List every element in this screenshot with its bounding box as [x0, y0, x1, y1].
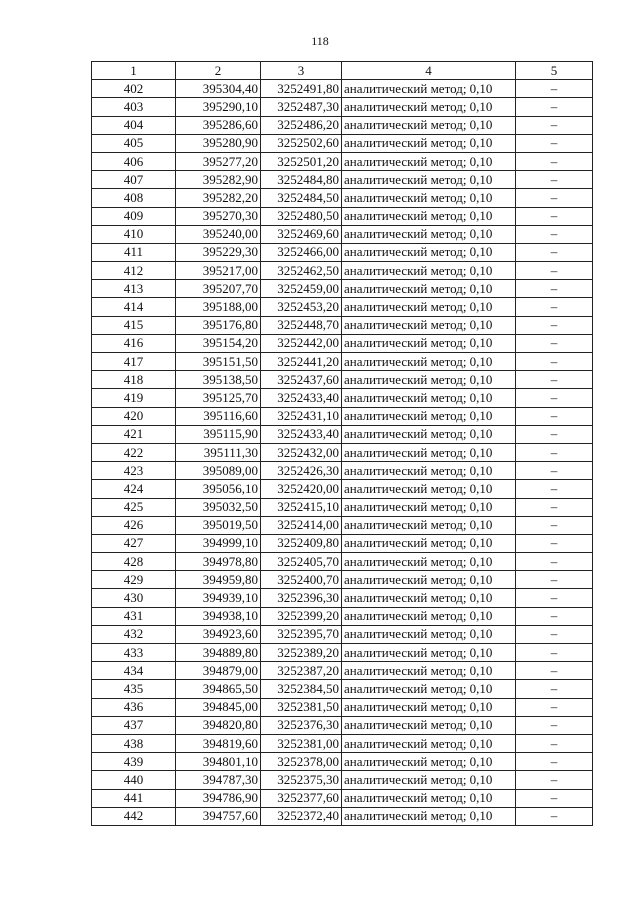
x-coordinate-cell: 395176,80 [176, 316, 261, 334]
note-cell: – [516, 662, 593, 680]
point-number-cell: 431 [92, 607, 176, 625]
y-coordinate-cell: 3252396,30 [261, 589, 342, 607]
table-row [92, 407, 593, 425]
point-number-cell: 436 [92, 698, 176, 716]
note-cell: – [516, 171, 593, 189]
x-coordinate-cell: 394879,00 [176, 662, 261, 680]
x-coordinate-cell: 395125,70 [176, 389, 261, 407]
point-number-cell: 407 [92, 171, 176, 189]
method-accuracy-cell: аналитический метод; 0,10 [342, 716, 516, 734]
y-coordinate-cell: 3252409,80 [261, 534, 342, 552]
point-number-cell: 408 [92, 189, 176, 207]
y-coordinate-cell: 3252462,50 [261, 262, 342, 280]
point-number-cell: 427 [92, 534, 176, 552]
point-number-cell: 404 [92, 116, 176, 134]
note-cell: – [516, 425, 593, 443]
method-accuracy-cell: аналитический метод; 0,10 [342, 152, 516, 170]
point-number-cell: 432 [92, 625, 176, 643]
table-row [92, 425, 593, 443]
note-cell: – [516, 607, 593, 625]
method-accuracy-cell: аналитический метод; 0,10 [342, 189, 516, 207]
point-number-cell: 422 [92, 443, 176, 461]
point-number-cell: 426 [92, 516, 176, 534]
note-cell: – [516, 789, 593, 807]
point-number-cell: 424 [92, 480, 176, 498]
table-row [92, 534, 593, 552]
table-row [92, 152, 593, 170]
note-cell: – [516, 462, 593, 480]
table-row [92, 480, 593, 498]
table-header-row [92, 62, 593, 80]
note-cell: – [516, 243, 593, 261]
note-cell: – [516, 625, 593, 643]
y-coordinate-cell: 3252378,00 [261, 753, 342, 771]
x-coordinate-cell: 394999,10 [176, 534, 261, 552]
header-col-1: 1 [92, 62, 176, 80]
header-col-4: 4 [342, 62, 516, 80]
note-cell: – [516, 407, 593, 425]
table-row [92, 644, 593, 662]
method-accuracy-cell: аналитический метод; 0,10 [342, 680, 516, 698]
table-row [92, 716, 593, 734]
point-number-cell: 410 [92, 225, 176, 243]
note-cell: – [516, 262, 593, 280]
point-number-cell: 440 [92, 771, 176, 789]
note-cell: – [516, 480, 593, 498]
note-cell: – [516, 644, 593, 662]
method-accuracy-cell: аналитический метод; 0,10 [342, 571, 516, 589]
x-coordinate-cell: 395056,10 [176, 480, 261, 498]
y-coordinate-cell: 3252441,20 [261, 353, 342, 371]
y-coordinate-cell: 3252491,80 [261, 80, 342, 98]
y-coordinate-cell: 3252415,10 [261, 498, 342, 516]
table-row [92, 243, 593, 261]
table-row [92, 734, 593, 752]
point-number-cell: 417 [92, 353, 176, 371]
x-coordinate-cell: 395280,90 [176, 134, 261, 152]
note-cell: – [516, 371, 593, 389]
point-number-cell: 421 [92, 425, 176, 443]
method-accuracy-cell: аналитический метод; 0,10 [342, 243, 516, 261]
y-coordinate-cell: 3252442,00 [261, 334, 342, 352]
y-coordinate-cell: 3252381,50 [261, 698, 342, 716]
x-coordinate-cell: 394801,10 [176, 753, 261, 771]
note-cell: – [516, 316, 593, 334]
method-accuracy-cell: аналитический метод; 0,10 [342, 171, 516, 189]
point-number-cell: 409 [92, 207, 176, 225]
point-number-cell: 437 [92, 716, 176, 734]
note-cell: – [516, 498, 593, 516]
y-coordinate-cell: 3252395,70 [261, 625, 342, 643]
point-number-cell: 425 [92, 498, 176, 516]
y-coordinate-cell: 3252400,70 [261, 571, 342, 589]
method-accuracy-cell: аналитический метод; 0,10 [342, 316, 516, 334]
table-row [92, 789, 593, 807]
note-cell: – [516, 298, 593, 316]
x-coordinate-cell: 395207,70 [176, 280, 261, 298]
point-number-cell: 442 [92, 807, 176, 825]
x-coordinate-cell: 395019,50 [176, 516, 261, 534]
table-row [92, 298, 593, 316]
header-col-3: 3 [261, 62, 342, 80]
x-coordinate-cell: 394819,60 [176, 734, 261, 752]
x-coordinate-cell: 394938,10 [176, 607, 261, 625]
table-row [92, 134, 593, 152]
method-accuracy-cell: аналитический метод; 0,10 [342, 644, 516, 662]
table-row [92, 353, 593, 371]
method-accuracy-cell: аналитический метод; 0,10 [342, 116, 516, 134]
header-col-2: 2 [176, 62, 261, 80]
x-coordinate-cell: 394959,80 [176, 571, 261, 589]
point-number-cell: 415 [92, 316, 176, 334]
method-accuracy-cell: аналитический метод; 0,10 [342, 662, 516, 680]
x-coordinate-cell: 395229,30 [176, 243, 261, 261]
method-accuracy-cell: аналитический метод; 0,10 [342, 698, 516, 716]
note-cell: – [516, 152, 593, 170]
x-coordinate-cell: 395217,00 [176, 262, 261, 280]
method-accuracy-cell: аналитический метод; 0,10 [342, 280, 516, 298]
y-coordinate-cell: 3252387,20 [261, 662, 342, 680]
point-number-cell: 406 [92, 152, 176, 170]
note-cell: – [516, 698, 593, 716]
method-accuracy-cell: аналитический метод; 0,10 [342, 480, 516, 498]
y-coordinate-cell: 3252433,40 [261, 389, 342, 407]
x-coordinate-cell: 395138,50 [176, 371, 261, 389]
table-row [92, 262, 593, 280]
table-row [92, 171, 593, 189]
method-accuracy-cell: аналитический метод; 0,10 [342, 734, 516, 752]
x-coordinate-cell: 395111,30 [176, 443, 261, 461]
table-row [92, 334, 593, 352]
y-coordinate-cell: 3252469,60 [261, 225, 342, 243]
y-coordinate-cell: 3252414,00 [261, 516, 342, 534]
y-coordinate-cell: 3252372,40 [261, 807, 342, 825]
note-cell: – [516, 571, 593, 589]
x-coordinate-cell: 395154,20 [176, 334, 261, 352]
y-coordinate-cell: 3252376,30 [261, 716, 342, 734]
x-coordinate-cell: 394865,50 [176, 680, 261, 698]
method-accuracy-cell: аналитический метод; 0,10 [342, 225, 516, 243]
y-coordinate-cell: 3252405,70 [261, 553, 342, 571]
x-coordinate-cell: 395290,10 [176, 98, 261, 116]
y-coordinate-cell: 3252501,20 [261, 152, 342, 170]
coordinates-table [91, 61, 593, 826]
point-number-cell: 419 [92, 389, 176, 407]
point-number-cell: 441 [92, 789, 176, 807]
y-coordinate-cell: 3252484,50 [261, 189, 342, 207]
table-row [92, 516, 593, 534]
point-number-cell: 423 [92, 462, 176, 480]
y-coordinate-cell: 3252377,60 [261, 789, 342, 807]
x-coordinate-cell: 394939,10 [176, 589, 261, 607]
point-number-cell: 429 [92, 571, 176, 589]
table-row [92, 771, 593, 789]
y-coordinate-cell: 3252432,00 [261, 443, 342, 461]
note-cell: – [516, 443, 593, 461]
y-coordinate-cell: 3252389,20 [261, 644, 342, 662]
y-coordinate-cell: 3252399,20 [261, 607, 342, 625]
point-number-cell: 403 [92, 98, 176, 116]
method-accuracy-cell: аналитический метод; 0,10 [342, 807, 516, 825]
table-row [92, 462, 593, 480]
table-row [92, 553, 593, 571]
note-cell: – [516, 280, 593, 298]
y-coordinate-cell: 3252426,30 [261, 462, 342, 480]
method-accuracy-cell: аналитический метод; 0,10 [342, 625, 516, 643]
note-cell: – [516, 589, 593, 607]
point-number-cell: 414 [92, 298, 176, 316]
table-row [92, 680, 593, 698]
note-cell: – [516, 225, 593, 243]
method-accuracy-cell: аналитический метод; 0,10 [342, 298, 516, 316]
method-accuracy-cell: аналитический метод; 0,10 [342, 607, 516, 625]
point-number-cell: 434 [92, 662, 176, 680]
method-accuracy-cell: аналитический метод; 0,10 [342, 207, 516, 225]
table-row [92, 443, 593, 461]
table-body [92, 80, 593, 826]
note-cell: – [516, 353, 593, 371]
table-row [92, 498, 593, 516]
note-cell: – [516, 189, 593, 207]
point-number-cell: 412 [92, 262, 176, 280]
table-row [92, 371, 593, 389]
method-accuracy-cell: аналитический метод; 0,10 [342, 443, 516, 461]
y-coordinate-cell: 3252502,60 [261, 134, 342, 152]
y-coordinate-cell: 3252375,30 [261, 771, 342, 789]
note-cell: – [516, 98, 593, 116]
table-row [92, 571, 593, 589]
method-accuracy-cell: аналитический метод; 0,10 [342, 753, 516, 771]
y-coordinate-cell: 3252487,30 [261, 98, 342, 116]
method-accuracy-cell: аналитический метод; 0,10 [342, 771, 516, 789]
method-accuracy-cell: аналитический метод; 0,10 [342, 425, 516, 443]
note-cell: – [516, 680, 593, 698]
method-accuracy-cell: аналитический метод; 0,10 [342, 553, 516, 571]
point-number-cell: 439 [92, 753, 176, 771]
x-coordinate-cell: 395032,50 [176, 498, 261, 516]
note-cell: – [516, 389, 593, 407]
method-accuracy-cell: аналитический метод; 0,10 [342, 98, 516, 116]
point-number-cell: 428 [92, 553, 176, 571]
x-coordinate-cell: 394786,90 [176, 789, 261, 807]
method-accuracy-cell: аналитический метод; 0,10 [342, 80, 516, 98]
method-accuracy-cell: аналитический метод; 0,10 [342, 262, 516, 280]
x-coordinate-cell: 395240,00 [176, 225, 261, 243]
table-row [92, 698, 593, 716]
note-cell: – [516, 516, 593, 534]
method-accuracy-cell: аналитический метод; 0,10 [342, 389, 516, 407]
method-accuracy-cell: аналитический метод; 0,10 [342, 789, 516, 807]
header-col-5: 5 [516, 62, 593, 80]
method-accuracy-cell: аналитический метод; 0,10 [342, 534, 516, 552]
table-row [92, 98, 593, 116]
x-coordinate-cell: 395282,20 [176, 189, 261, 207]
point-number-cell: 405 [92, 134, 176, 152]
note-cell: – [516, 80, 593, 98]
y-coordinate-cell: 3252459,00 [261, 280, 342, 298]
note-cell: – [516, 116, 593, 134]
method-accuracy-cell: аналитический метод; 0,10 [342, 589, 516, 607]
table-row [92, 116, 593, 134]
y-coordinate-cell: 3252486,20 [261, 116, 342, 134]
x-coordinate-cell: 394978,80 [176, 553, 261, 571]
table-row [92, 207, 593, 225]
table-row [92, 280, 593, 298]
point-number-cell: 433 [92, 644, 176, 662]
table-row [92, 662, 593, 680]
note-cell: – [516, 734, 593, 752]
x-coordinate-cell: 395282,90 [176, 171, 261, 189]
table-row [92, 807, 593, 825]
x-coordinate-cell: 394820,80 [176, 716, 261, 734]
point-number-cell: 413 [92, 280, 176, 298]
point-number-cell: 402 [92, 80, 176, 98]
x-coordinate-cell: 395286,60 [176, 116, 261, 134]
y-coordinate-cell: 3252431,10 [261, 407, 342, 425]
point-number-cell: 430 [92, 589, 176, 607]
method-accuracy-cell: аналитический метод; 0,10 [342, 371, 516, 389]
x-coordinate-cell: 395151,50 [176, 353, 261, 371]
table-row [92, 625, 593, 643]
point-number-cell: 420 [92, 407, 176, 425]
x-coordinate-cell: 395115,90 [176, 425, 261, 443]
x-coordinate-cell: 394923,60 [176, 625, 261, 643]
x-coordinate-cell: 395304,40 [176, 80, 261, 98]
note-cell: – [516, 207, 593, 225]
x-coordinate-cell: 395188,00 [176, 298, 261, 316]
method-accuracy-cell: аналитический метод; 0,10 [342, 334, 516, 352]
note-cell: – [516, 334, 593, 352]
x-coordinate-cell: 395089,00 [176, 462, 261, 480]
method-accuracy-cell: аналитический метод; 0,10 [342, 407, 516, 425]
y-coordinate-cell: 3252433,40 [261, 425, 342, 443]
method-accuracy-cell: аналитический метод; 0,10 [342, 516, 516, 534]
note-cell: – [516, 716, 593, 734]
note-cell: – [516, 771, 593, 789]
table-row [92, 189, 593, 207]
table-row [92, 589, 593, 607]
point-number-cell: 435 [92, 680, 176, 698]
x-coordinate-cell: 395270,30 [176, 207, 261, 225]
method-accuracy-cell: аналитический метод; 0,10 [342, 134, 516, 152]
method-accuracy-cell: аналитический метод; 0,10 [342, 462, 516, 480]
point-number-cell: 438 [92, 734, 176, 752]
point-number-cell: 411 [92, 243, 176, 261]
y-coordinate-cell: 3252480,50 [261, 207, 342, 225]
y-coordinate-cell: 3252484,80 [261, 171, 342, 189]
x-coordinate-cell: 394757,60 [176, 807, 261, 825]
x-coordinate-cell: 395277,20 [176, 152, 261, 170]
y-coordinate-cell: 3252437,60 [261, 371, 342, 389]
y-coordinate-cell: 3252384,50 [261, 680, 342, 698]
table-row [92, 753, 593, 771]
x-coordinate-cell: 394889,80 [176, 644, 261, 662]
y-coordinate-cell: 3252448,70 [261, 316, 342, 334]
x-coordinate-cell: 394787,30 [176, 771, 261, 789]
note-cell: – [516, 753, 593, 771]
note-cell: – [516, 807, 593, 825]
point-number-cell: 416 [92, 334, 176, 352]
table-row [92, 316, 593, 334]
method-accuracy-cell: аналитический метод; 0,10 [342, 353, 516, 371]
point-number-cell: 418 [92, 371, 176, 389]
method-accuracy-cell: аналитический метод; 0,10 [342, 498, 516, 516]
y-coordinate-cell: 3252420,00 [261, 480, 342, 498]
x-coordinate-cell: 395116,60 [176, 407, 261, 425]
page-number: 118 [311, 34, 329, 48]
table-row [92, 389, 593, 407]
note-cell: – [516, 553, 593, 571]
y-coordinate-cell: 3252381,00 [261, 734, 342, 752]
note-cell: – [516, 534, 593, 552]
x-coordinate-cell: 394845,00 [176, 698, 261, 716]
note-cell: – [516, 134, 593, 152]
y-coordinate-cell: 3252466,00 [261, 243, 342, 261]
table-row [92, 80, 593, 98]
table-row [92, 607, 593, 625]
y-coordinate-cell: 3252453,20 [261, 298, 342, 316]
table-row [92, 225, 593, 243]
